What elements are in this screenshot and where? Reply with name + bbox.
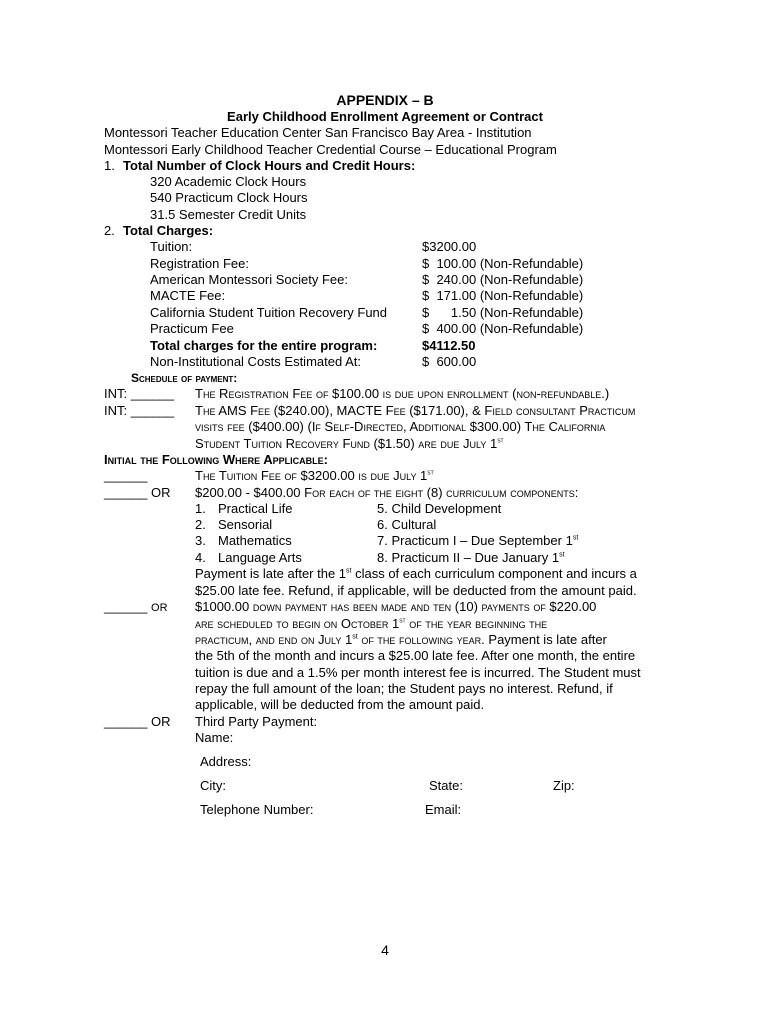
component-name: Sensorial bbox=[218, 517, 273, 532]
fees-term-text: Student Tuition Recovery Fund ($1.50) are due July 1 bbox=[195, 436, 498, 451]
charge-amount: $ 1.50 (Non-Refundable) bbox=[422, 305, 584, 320]
clock-hours-item: 320 Academic Clock Hours bbox=[150, 174, 307, 189]
option1-blank[interactable]: ______ bbox=[104, 468, 148, 483]
schedule-heading: Schedule of payment: bbox=[131, 371, 238, 385]
charge-label: Registration Fee: bbox=[150, 256, 249, 271]
section2-number: 2. bbox=[104, 223, 115, 238]
section1-heading: Total Number of Clock Hours and Credit Hours: bbox=[123, 158, 416, 173]
charge-amount: $3200.00 bbox=[422, 239, 477, 254]
option3-blank: ______ OR bbox=[104, 599, 168, 614]
address-label: Address: bbox=[200, 754, 252, 769]
city-label: City: bbox=[200, 778, 226, 793]
charge-label: MACTE Fee: bbox=[150, 288, 226, 303]
component-number: 4. bbox=[195, 550, 206, 565]
page-title: APPENDIX – B bbox=[336, 92, 434, 108]
charge-amount: $ 400.00 (Non-Refundable) bbox=[422, 321, 584, 336]
page-subtitle: Early Childhood Enrollment Agreement or Contract bbox=[227, 109, 543, 124]
charge-label: Tuition: bbox=[150, 239, 193, 254]
charge-amount: $ 171.00 (Non-Refundable) bbox=[422, 288, 584, 303]
option3-line: applicable, will be deducted from the amount paid. bbox=[195, 697, 485, 712]
charge-label: California Student Tuition Recovery Fund bbox=[150, 305, 388, 320]
option1-term: The Tuition Fee of $3200.00 is due July 1 bbox=[195, 468, 428, 483]
option3-line: tuition is due and a 1.5% per month interest fee is incurred. The Student must bbox=[195, 665, 641, 680]
zip-label: Zip: bbox=[553, 778, 575, 793]
third-party-heading: Third Party Payment: bbox=[195, 714, 318, 729]
institution-line: Montessori Teacher Education Center San Francisco Bay Area - Institution bbox=[104, 125, 532, 140]
charge-amount: $ 600.00 bbox=[422, 354, 477, 369]
fees-term-line: The AMS Fee ($240.00), MACTE Fee ($171.00), & Field consultant Practicum bbox=[195, 403, 636, 418]
page-number: 4 bbox=[381, 942, 389, 958]
component-number: 3. bbox=[195, 533, 206, 548]
option3-line: are scheduled to begin on October 1st of the year beginning the bbox=[195, 616, 548, 631]
total-charges-label: Total charges for the entire program: bbox=[150, 338, 378, 353]
late-fee-line: $25.00 late fee. Refund, if applicable, will be deducted from the amount paid. bbox=[195, 583, 637, 598]
component-name: 8. Practicum II – Due January 1st bbox=[377, 550, 565, 565]
late-fee-line: Payment is late after the 1st class of each curriculum component and incurs a bbox=[195, 566, 637, 581]
section1-number: 1. bbox=[104, 158, 115, 173]
option3-line: $1000.00 down payment has been made and ten (10) payments of $220.00 bbox=[195, 599, 597, 614]
component-name: 6. Cultural bbox=[377, 517, 437, 532]
total-charges-amount: $4112.50 bbox=[422, 338, 476, 353]
ordinal-suffix: st bbox=[427, 469, 434, 477]
telephone-label: Telephone Number: bbox=[200, 802, 314, 817]
fees-term-line bbox=[195, 436, 504, 452]
ordinal-suffix: st bbox=[497, 437, 504, 445]
option3-line: practicum, and end on July 1st of the following year. Payment is late after bbox=[195, 632, 607, 647]
charge-label: Non-Institutional Costs Estimated At: bbox=[150, 354, 361, 369]
option1-text bbox=[195, 468, 434, 484]
component-name: Language Arts bbox=[218, 550, 302, 565]
state-label: State: bbox=[429, 778, 463, 793]
option3-line: the 5th of the month and incurs a $25.00 late fee. After one month, the entire bbox=[195, 648, 636, 663]
option2-blank[interactable]: ______ OR bbox=[104, 485, 171, 500]
component-name: 7. Practicum I – Due September 1st bbox=[377, 533, 579, 548]
fees-term-line: visits fee ($400.00) (If Self-Directed, Additional $300.00) The California bbox=[195, 419, 606, 434]
component-number: 2. bbox=[195, 517, 206, 532]
clock-hours-item: 540 Practicum Clock Hours bbox=[150, 190, 308, 205]
charge-label: American Montessori Society Fee: bbox=[150, 272, 348, 287]
option3-line: repay the full amount of the loan; the Student pays no interest. Refund, if bbox=[195, 681, 613, 696]
charge-label: Practicum Fee bbox=[150, 321, 234, 336]
component-name: Mathematics bbox=[218, 533, 292, 548]
email-label: Email: bbox=[425, 802, 462, 817]
initial-blank[interactable]: INT: ______ bbox=[104, 386, 175, 401]
initial-blank[interactable]: INT: ______ bbox=[104, 403, 175, 418]
component-name: Practical Life bbox=[218, 501, 293, 516]
initial-heading: Initial the Following Where Applicable: bbox=[104, 452, 328, 467]
clock-hours-item: 31.5 Semester Credit Units bbox=[150, 207, 307, 222]
component-name: 5. Child Development bbox=[377, 501, 502, 516]
program-line: Montessori Early Childhood Teacher Credential Course – Educational Program bbox=[104, 142, 557, 157]
option2-text: $200.00 - $400.00 For each of the eight (8) curriculum components: bbox=[195, 485, 579, 500]
registration-fee-term: The Registration Fee of $100.00 is due upon enrollment (non-refundable.) bbox=[195, 386, 610, 401]
charge-amount: $ 240.00 (Non-Refundable) bbox=[422, 272, 584, 287]
component-number: 1. bbox=[195, 501, 206, 516]
name-label: Name: bbox=[195, 730, 234, 745]
section2-heading: Total Charges: bbox=[123, 223, 214, 238]
charge-amount: $ 100.00 (Non-Refundable) bbox=[422, 256, 584, 271]
option4-blank[interactable]: ______ OR bbox=[104, 714, 171, 729]
